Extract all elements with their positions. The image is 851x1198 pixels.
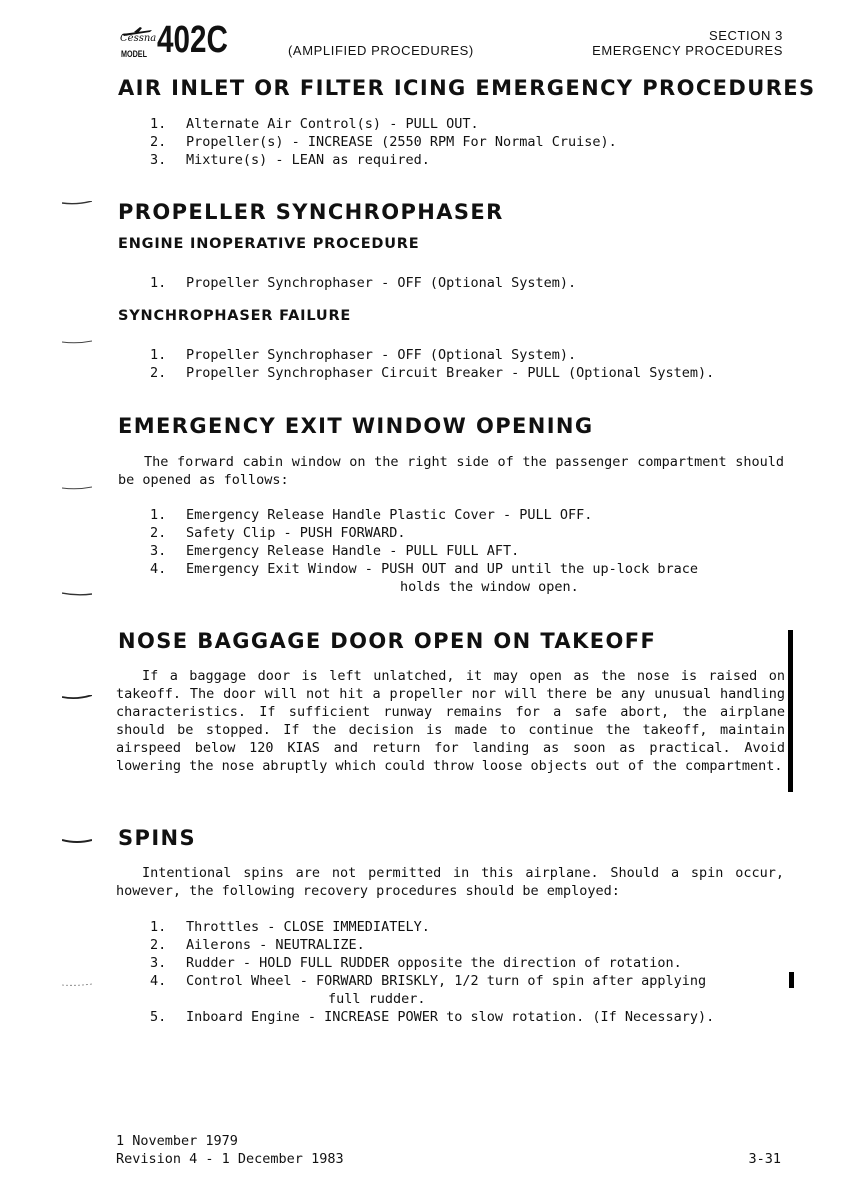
margin-mark [62, 695, 92, 701]
cessna-logo [120, 26, 157, 62]
step-text: Alternate Air Control(s) - PULL OUT. [186, 116, 479, 132]
step-text: Propeller Synchrophaser - OFF (Optional System). [186, 347, 577, 363]
change-bar [789, 972, 794, 988]
header-center: (AMPLIFIED PROCEDURES) [288, 43, 474, 58]
step-number: 4. [150, 973, 167, 989]
margin-mark [62, 982, 92, 988]
model-prefix: MODEL [121, 49, 147, 59]
nose-baggage-body: If a baggage door is left unlatched, it may open as the nose is raised on takeoff. The door will not hit a propeller nor will there be any unusual handling characteristics. If sufficient runway remains for a safe abort, the airplane should be stopped. If the decision is made to continue the takeoff, maintain airspeed below 120 KIAS and return for landing as soon as practical. Avoid lowering the nose abruptly which could throw loose objects out of the compartment. [116, 668, 785, 774]
air-inlet-title: AIR INLET OR FILTER ICING EMERGENCY PROCEDURES [118, 76, 816, 100]
exit-window-intro: The forward cabin window on the right side of the passenger compartment should be opened as follows: [118, 454, 784, 488]
synchrophaser-failure-title: SYNCHROPHASER FAILURE [118, 308, 352, 324]
step-text: Propeller Synchrophaser - OFF (Optional System). [186, 275, 577, 291]
step-text: Control Wheel - FORWARD BRISKLY, 1/2 turn of spin after applying [186, 973, 707, 989]
step-number: 1. [150, 275, 167, 291]
spins-intro: Intentional spins are not permitted in this airplane. Should a spin occur, however, the following recovery procedures should be employed: [116, 865, 784, 899]
brand-name: Cessna [120, 33, 157, 44]
step-number: 2. [150, 365, 167, 381]
step-text: Emergency Release Handle Plastic Cover - PULL OFF. [186, 507, 593, 523]
step-number: 1. [150, 347, 167, 363]
step-text: Ailerons - NEUTRALIZE. [186, 937, 365, 953]
step-number: 1. [150, 919, 167, 935]
margin-mark [62, 486, 92, 492]
step-number: 3. [150, 152, 167, 168]
step-number: 2. [150, 525, 167, 541]
synchrophaser-title: PROPELLER SYNCHROPHASER [118, 200, 504, 224]
step-number: 1. [150, 507, 167, 523]
step-text: Safety Clip - PUSH FORWARD. [186, 525, 406, 541]
model-number: 402C [157, 19, 228, 61]
step-text: Propeller Synchrophaser Circuit Breaker - PULL (Optional System). [186, 365, 715, 381]
page-number: 3-31 [748, 1151, 781, 1167]
margin-mark [62, 340, 92, 346]
footer-date: 1 November 1979 [116, 1133, 238, 1149]
step-number: 4. [150, 561, 167, 577]
section-title: EMERGENCY PROCEDURES [592, 43, 783, 58]
margin-mark [62, 839, 92, 845]
nose-baggage-title: NOSE BAGGAGE DOOR OPEN ON TAKEOFF [118, 629, 657, 653]
step-text: Inboard Engine - INCREASE POWER to slow rotation. (If Necessary). [186, 1009, 715, 1025]
section-number: SECTION 3 [708, 28, 783, 43]
step-number: 5. [150, 1009, 167, 1025]
step-text: Propeller(s) - INCREASE (2550 RPM For Normal Cruise). [186, 134, 617, 150]
footer-revision: Revision 4 - 1 December 1983 [116, 1151, 344, 1167]
step-text: Mixture(s) - LEAN as required. [186, 152, 430, 168]
step-number: 3. [150, 955, 167, 971]
engine-inop-title: ENGINE INOPERATIVE PROCEDURE [118, 236, 420, 252]
step-text: Throttles - CLOSE IMMEDIATELY. [186, 919, 430, 935]
step-text: Emergency Exit Window - PUSH OUT and UP until the up-lock brace [186, 561, 699, 577]
step-text: Rudder - HOLD FULL RUDDER opposite the direction of rotation. [186, 955, 682, 971]
step-number: 3. [150, 543, 167, 559]
margin-mark [62, 592, 92, 598]
step-text: Emergency Release Handle - PULL FULL AFT. [186, 543, 520, 559]
spins-title: SPINS [118, 826, 197, 850]
change-bar [788, 630, 793, 792]
step-number: 2. [150, 134, 167, 150]
step-text-continued: full rudder. [328, 991, 426, 1007]
margin-mark [62, 201, 92, 207]
step-number: 1. [150, 116, 167, 132]
step-text-continued: holds the window open. [400, 579, 579, 595]
step-number: 2. [150, 937, 167, 953]
exit-window-title: EMERGENCY EXIT WINDOW OPENING [118, 414, 594, 438]
